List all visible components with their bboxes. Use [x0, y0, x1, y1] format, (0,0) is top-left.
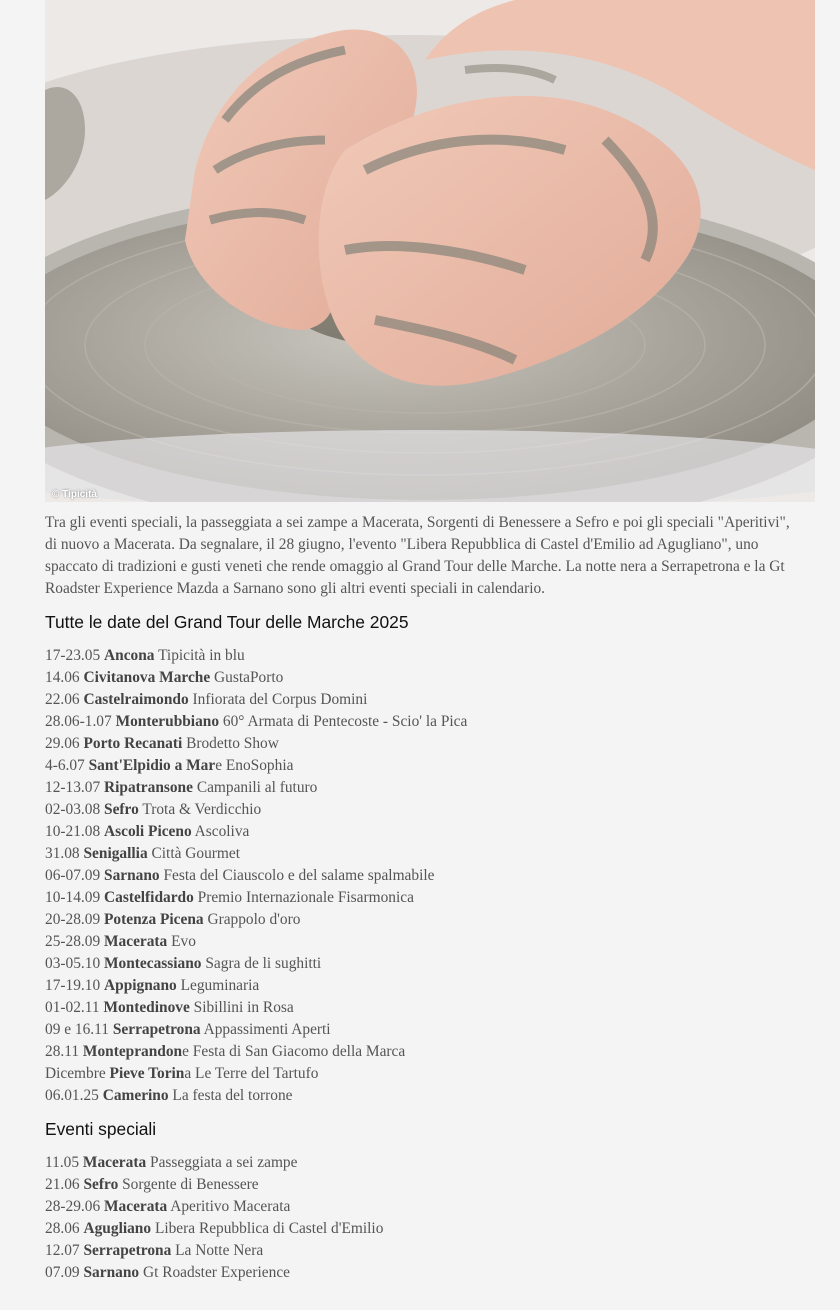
event-date: 12.07 [45, 1242, 80, 1259]
event-date: 06-07.09 [45, 867, 101, 884]
list-item [45, 1174, 815, 1196]
list-item [45, 865, 815, 887]
event-name: Città Gourmet [151, 845, 240, 862]
event-place: Potenza Picena [104, 911, 204, 928]
event-place: Macerata [82, 1154, 147, 1171]
event-date: Dicembre [45, 1065, 106, 1082]
event-date: 29.06 [45, 735, 80, 752]
event-date: 14.06 [45, 669, 80, 686]
event-place: Porto Recanati [83, 735, 183, 752]
dates-list [45, 645, 815, 1107]
event-date: 03-05.10 [45, 955, 101, 972]
pottery-wheel-photo [45, 0, 815, 502]
event-date: 12-13.07 [45, 779, 101, 796]
event-date: 28.06 [45, 1220, 80, 1237]
list-item [45, 667, 815, 689]
event-name: a Le Terre del Tartufo [184, 1065, 319, 1082]
pottery-hands-illustration [45, 0, 815, 502]
event-date: 09 e 16.11 [45, 1021, 109, 1038]
special-events-heading: Eventi speciali [45, 1119, 157, 1139]
event-date: 11.05 [45, 1154, 80, 1171]
list-item [45, 755, 815, 777]
event-place: Sarnano [104, 867, 160, 884]
event-name: Brodetto Show [186, 735, 279, 752]
event-place: Ripatransone [104, 779, 193, 796]
list-item [45, 1218, 815, 1240]
event-name: Leguminaria [180, 977, 260, 994]
list-item [45, 997, 815, 1019]
event-name: Sagra de li sughitti [205, 955, 322, 972]
event-place: Macerata [104, 1198, 168, 1215]
list-item [45, 711, 815, 733]
list-item [45, 1196, 815, 1218]
event-name: Passeggiata a sei zampe [150, 1154, 298, 1171]
list-item [45, 975, 815, 997]
event-place: Senigallia [83, 845, 148, 862]
event-date: 25-28.09 [45, 933, 101, 950]
event-date: 06.01.25 [45, 1087, 99, 1104]
event-place: Macerata [104, 933, 168, 950]
list-item [45, 887, 815, 909]
list-item [45, 733, 815, 755]
event-name: Gt Roadster Experience [142, 1264, 290, 1281]
event-date: 28.11 [45, 1043, 80, 1060]
list-item [45, 1063, 815, 1085]
event-name: Libera Repubblica di Castel d'Emilio [154, 1220, 384, 1237]
dates-heading: Tutte le date del Grand Tour delle Marche 2025 [45, 612, 409, 632]
event-place: Ascoli Piceno [104, 823, 192, 840]
event-name: e Festa di San Giacomo della Marca [182, 1043, 406, 1060]
list-item [45, 1152, 815, 1174]
event-place: Sant'Elpidio a Mar [88, 757, 216, 774]
event-date: 31.08 [45, 845, 80, 862]
event-name: e EnoSophia [215, 757, 294, 774]
intro-paragraph: Tra gli eventi speciali, la passeggiata a sei zampe a Macerata, Sorgenti di Benessere a Sefro e poi gli speciali "Aperitivi", di nuovo a Macerata. Da segnalare, il 28 giugno, l'evento "Libera Repubblica di Castel d'Emilio ad Agugliano", uno spaccato di tradizioni e gusti veneti che rende omaggio al Grand Tour delle Marche. La notte nera a Serrapetrona e la Gt Roadster Experience Mazda a Sarnano sono gli altri eventi speciali in calendario. [45, 514, 790, 597]
event-place: Monterubbiano [115, 713, 220, 730]
list-item [45, 645, 815, 667]
event-place: Ancona [104, 647, 155, 664]
list-item [45, 1085, 815, 1107]
event-place: Appignano [104, 977, 177, 994]
event-date: 20-28.09 [45, 911, 101, 928]
event-name: GustaPorto [214, 669, 284, 686]
list-item [45, 909, 815, 931]
list-item [45, 843, 815, 865]
event-date: 17-23.05 [45, 647, 101, 664]
event-place: Montedinove [103, 999, 190, 1016]
list-item [45, 799, 815, 821]
event-date: 10-14.09 [45, 889, 101, 906]
event-date: 4-6.07 [45, 757, 85, 774]
list-item [45, 689, 815, 711]
list-item [45, 931, 815, 953]
event-place: Serrapetrona [112, 1021, 201, 1038]
event-date: 22.06 [45, 691, 80, 708]
event-place: Monteprandon [82, 1043, 183, 1060]
event-name: Trota & Verdicchio [142, 801, 262, 818]
event-name: Ascoliva [194, 823, 250, 840]
list-item [45, 777, 815, 799]
list-item [45, 1041, 815, 1063]
event-date: 28-29.06 [45, 1198, 101, 1215]
event-name: Sorgente di Benessere [122, 1176, 259, 1193]
event-date: 10-21.08 [45, 823, 101, 840]
event-place: Serrapetrona [83, 1242, 172, 1259]
list-item [45, 1019, 815, 1041]
event-place: Camerino [102, 1087, 169, 1104]
event-date: 02-03.08 [45, 801, 101, 818]
event-place: Castelraimondo [83, 691, 189, 708]
list-item [45, 1262, 815, 1284]
event-name: La festa del torrone [172, 1087, 293, 1104]
list-item [45, 1240, 815, 1262]
event-name: La Notte Nera [175, 1242, 264, 1259]
dates-section [45, 611, 815, 1107]
event-name: Evo [171, 933, 196, 950]
event-date: 28.06-1.07 [45, 713, 112, 730]
list-item [45, 821, 815, 843]
article [45, 0, 815, 1284]
event-name: Tipicità in blu [158, 647, 245, 664]
event-name: Premio Internazionale Fisarmonica [197, 889, 414, 906]
event-name: Grappolo d'oro [207, 911, 301, 928]
event-place: Castelfidardo [104, 889, 194, 906]
event-place: Agugliano [83, 1220, 152, 1237]
event-place: Sarnano [83, 1264, 140, 1281]
event-date: 07.09 [45, 1264, 80, 1281]
event-name: 60° Armata di Pentecoste - Scio' la Pica [222, 713, 468, 730]
event-name: Campanili al futuro [196, 779, 318, 796]
event-date: 01-02.11 [45, 999, 100, 1016]
event-place: Sefro [104, 801, 139, 818]
event-name: Appassimenti Aperti [203, 1021, 331, 1038]
list-item [45, 953, 815, 975]
special-events-list [45, 1152, 815, 1284]
event-name: Infiorata del Corpus Domini [192, 691, 368, 708]
event-date: 21.06 [45, 1176, 80, 1193]
event-date: 17-19.10 [45, 977, 101, 994]
event-place: Sefro [83, 1176, 119, 1193]
photo-credit: © Tipicità [52, 489, 97, 500]
event-name: Aperitivo Macerata [170, 1198, 291, 1215]
event-place: Civitanova Marche [83, 669, 211, 686]
event-name: Festa del Ciauscolo e del salame spalmabile [163, 867, 435, 884]
event-place: Pieve Torin [109, 1065, 185, 1082]
special-events-section [45, 1118, 815, 1284]
event-place: Montecassiano [104, 955, 202, 972]
event-name: Sibillini in Rosa [193, 999, 294, 1016]
